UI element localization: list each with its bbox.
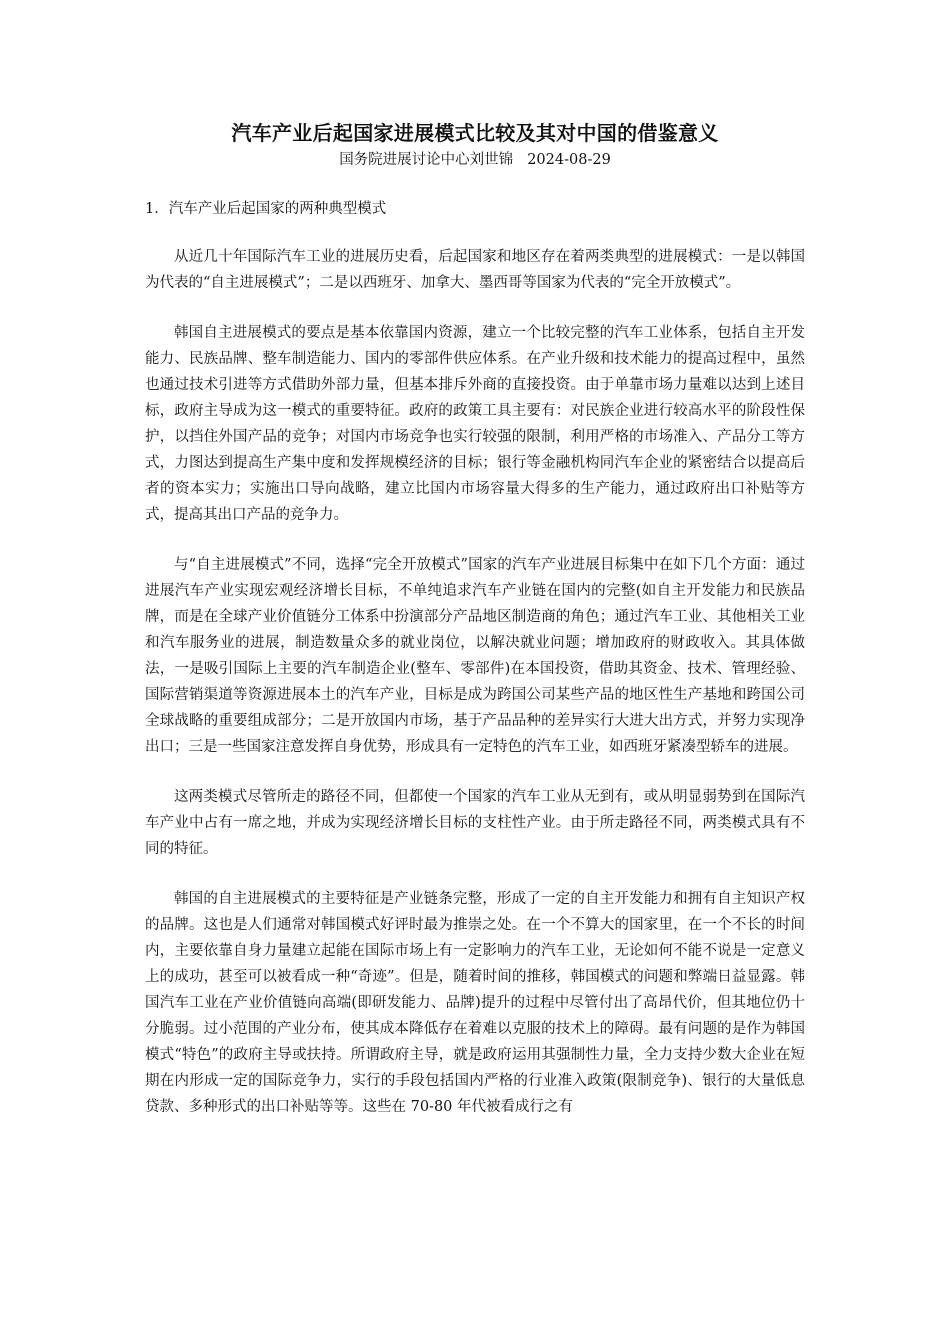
byline [145, 148, 805, 172]
paragraph-1: 从近几十年国际汽车工业的进展历史看，后起国家和地区存在着两类典型的进展模式：一是以韩国为代表的“自主进展模式”；二是以西班牙、加拿大、墨西哥等国家为代表的“完全开放模式”。 [145, 249, 805, 291]
paragraph-3: 与“自主进展模式”不同，选择“完全开放模式”国家的汽车产业进展目标集中在如下几个方面：通过进展汽车产业实现宏观经济增长目标，不单纯追求汽车产业链在国内的完整(如自主开发能力和民族品牌，而是在全球产业价值链分工体系中扮演部分产品地区制造商的角色；通过汽车工业、其他相关工业和汽车服务业的进展，制造数量众多的就业岗位，以解决就业问题；增加政府的财政收入。其具体做法，一是吸引国际上主要的汽车制造企业(整车、零部件)在本国投资，借助其资金、技术、管理经验、国际营销渠道等资源进展本土的汽车产业，目标是成为跨国公司某些产品的地区性生产基地和跨国公司全球战略的重要组成部分；二是开放国内市场，基于产品品种的差异实行大进大出方式，并努力实现净出口；三是一些国家注意发挥自身优势，形成具有一定特色的汽车工业，如西班牙紧凑型轿车的进展。 [145, 557, 805, 755]
author: 国务院进展讨论中心刘世锦 [339, 152, 514, 168]
document-page [145, 118, 805, 1144]
paragraph-2: 韩国自主进展模式的要点是基本依靠国内资源，建立一个比较完整的汽车工业体系，包括自主开发能力、民族品牌、整车制造能力、国内的零部件供应体系。在产业升级和技术能力的提高过程中，虽然也通过技术引进等方式借助外部力量，但基本排斥外商的直接投资。由于单靠市场力量难以达到上述目标，政府主导成为这一模式的重要特征。政府的政策工具主要有：对民族企业进行较高水平的阶段性保护，以挡住外国产品的竞争；对国内市场竞争也实行较强的限制，利用严格的市场准入、产品分工等方式，力图达到提高生产集中度和发挥规模经济的目标；银行等金融机构同汽车企业的紧密结合以提高后者的资本实力；实施出口导向战略，建立比国内市场容量大得多的生产能力，通过政府出口补贴等方式，提高其出口产品的竞争力。 [145, 325, 805, 523]
section-heading: 1．汽车产业后起国家的两种典型模式 [145, 201, 387, 217]
document-title: 汽车产业后起国家进展模式比较及其对中国的借鉴意义 [231, 121, 719, 145]
paragraph-4: 这两类模式尽管所走的路径不同，但都使一个国家的汽车工业从无到有，或从明显弱势到在国际汽车产业中占有一席之地，并成为实现经济增长目标的支柱性产业。由于所走路径不同，两类模式具有不同的特征。 [145, 789, 805, 857]
publish-date: 2024-08-29 [527, 152, 611, 168]
paragraph-5: 韩国的自主进展模式的主要特征是产业链条完整，形成了一定的自主开发能力和拥有自主知识产权的品牌。这也是人们通常对韩国模式好评时最为推崇之处。在一个不算大的国家里，在一个不长的时间内，主要依靠自身力量建立起能在国际市场上有一定影响力的汽车工业，无论如何不能不说是一定意义上的成功，甚至可以被看成一种“奇迹”。但是，随着时间的推移，韩国模式的问题和弊端日益显露。韩国汽车工业在产业价值链向高端(即研发能力、品牌)提升的过程中尽管付出了高昂代价，但其地位仍十分脆弱。过小范围的产业分布，使其成本降低存在着难以克服的技术上的障碍。最有问题的是作为韩国模式“特色”的政府主导或扶持。所谓政府主导，就是政府运用其强制性力量，全力支持少数大企业在短期在内形成一定的国际竞争力，实行的手段包括国内严格的行业准入政策(限制竞争)、银行的大量低息贷款、多种形式的出口补贴等等。这些在 70-80 年代被看成行之有 [145, 891, 805, 1115]
